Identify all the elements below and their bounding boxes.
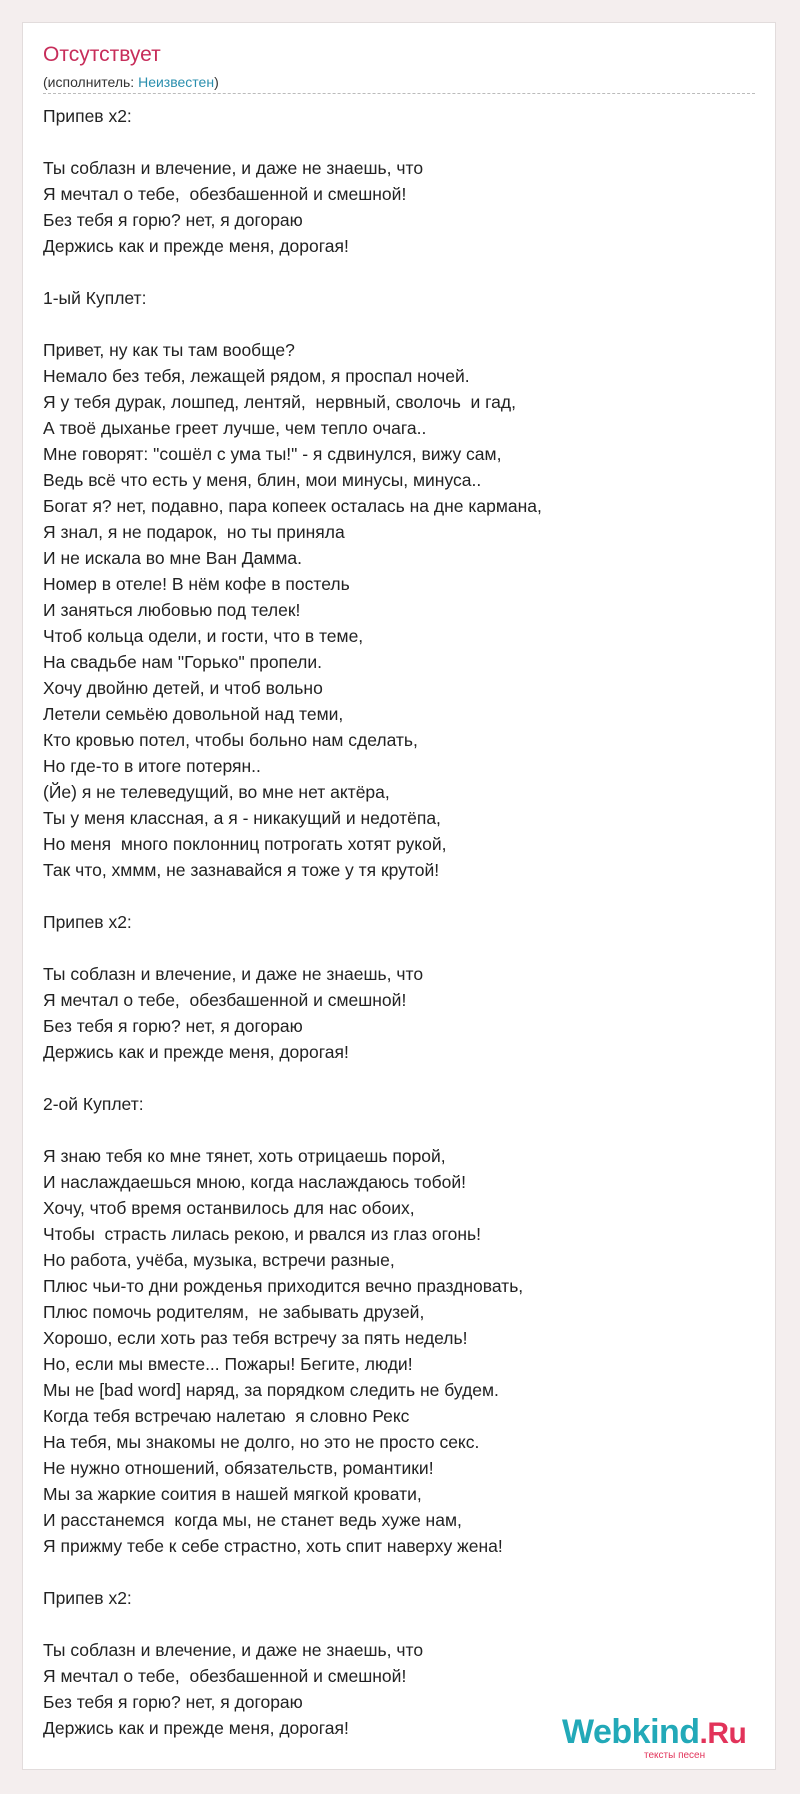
logo-brand: Webkind: [562, 1713, 700, 1751]
lyrics-text: Припев х2: Ты соблазн и влечение, и даже не знаешь, что Я мечтал о тебе, обезбашенной и смешной! Без тебя я горю? нет, я догораю Держись как и прежде меня, дорогая! 1-ый Куплет: Привет, ну как ты там вообще? Немало без тебя, лежащей рядом, я проспал ночей. Я у тебя дурак, лошпед, лентяй, нервный, сволочь и гад, А твоё дыханье греет лучше, чем тепло очага.. Мне говорят: "сошёл с ума ты!" - я сдвинулся, вижу сам, Ведь всё что есть у меня, блин, мои минусы, минуса.. Богат я? нет, подавно, пара копеек осталась на дне кармана, Я знал, я не подарок, но ты приняла И не искала во мне Ван Дамма. Номер в отеле! В нём кофе в постель И заняться любовью под телек! Чтоб кольца одели, и гости, что в теме, На свадьбе нам "Горько" пропели. Хочу двойню детей, и чтоб вольно Летели семьёю довольной над теми, Кто кровью потел, чтобы больно нам сделать, Но где-то в итоге потерян.. (Йе) я не телеведущий, во мне нет актёра, Ты у меня классная, а я - никакущий и недотёпа, Но меня много поклонниц потрогать хотят рукой, Так что, хммм, не зазнавайся я тоже у тя крутой! Припев х2: Ты соблазн и влечение, и даже не знаешь, что Я мечтал о тебе, обезбашенной и смешной! Без тебя я горю? нет, я догораю Держись как и прежде меня, дорогая! 2-ой Куплет: Я знаю тебя ко мне тянет, хоть отрицаешь порой, И наслаждаешься мною, когда наслаждаюсь тобой! Хочу, чтоб время останвилось для нас обоих, Чтобы страсть лилась рекою, и рвался из глаз огонь! Но работа, учёба, музыка, встречи разные, Плюс чьи-то дни рожденья приходится вечно праздновать, Плюс помочь родителям, не забывать друзей, Хорошо, если хоть раз тебя встречу за пять недель! Но, если мы вместе... Пожары! Бегите, люди! Мы не [bad word] наряд, за порядком следить не будем. Когда тебя встречаю налетаю я словно Рекс На тебя, мы знакомы не долго, но это не просто секс. Не нужно отношений, обязательств, романтики! Мы за жаркие соития в нашей мягкой кровати, И расстанемся когда мы, не станет ведь хуже нам, Я прижму тебе к себе страстно, хоть спит наверху жена! Припев х2: Ты соблазн и влечение, и даже не знаешь, что Я мечтал о тебе, обезбашенной и смешной! Без тебя я горю? нет, я догораю Держись как и прежде меня, дорогая!: [43, 106, 542, 1738]
song-title: Отсутствует: [43, 43, 161, 66]
webkind-logo: [562, 1712, 772, 1768]
lyrics-card: [22, 22, 776, 1770]
logo-wordmark: [562, 1712, 746, 1754]
performer-line: [43, 73, 219, 91]
logo-tld: .Ru: [699, 1717, 747, 1750]
performer-prefix: (исполнитель:: [43, 74, 139, 90]
dashed-divider: [43, 93, 755, 94]
performer-link[interactable]: Неизвестен: [138, 74, 215, 90]
performer-suffix: ): [214, 74, 219, 90]
logo-tagline: тексты песен: [644, 1750, 706, 1761]
